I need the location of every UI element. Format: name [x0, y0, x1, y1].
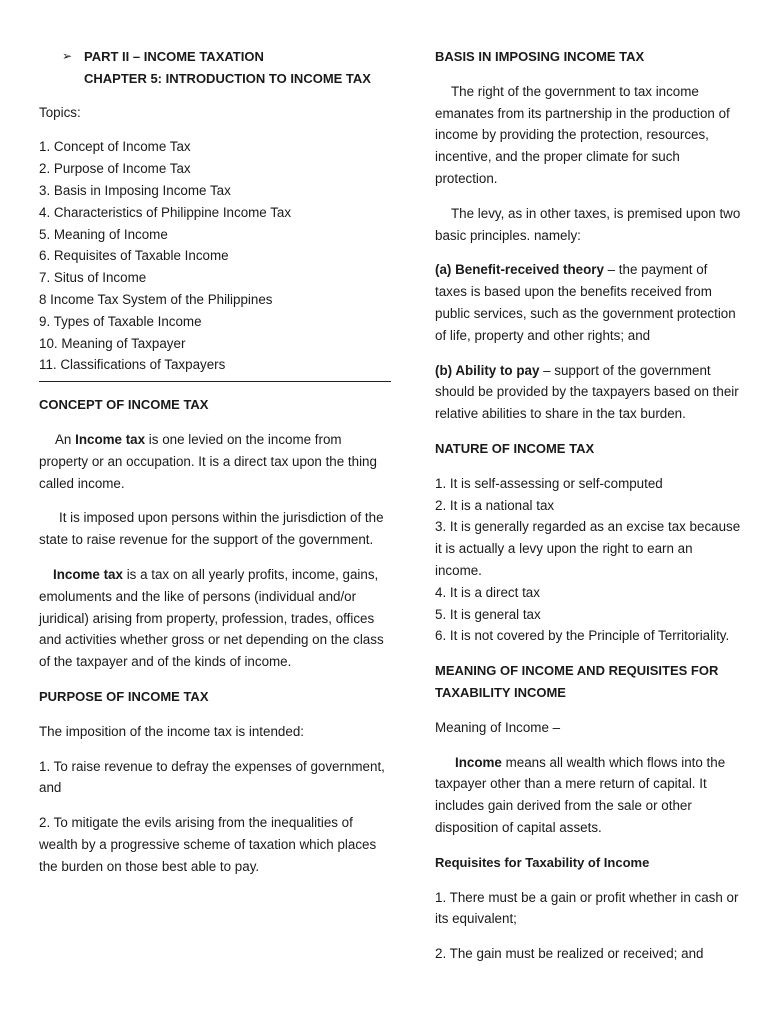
topic-item: 1. Concept of Income Tax [39, 139, 191, 155]
topic-item: 5. Meaning of Income [39, 226, 168, 242]
topics-label: Topics: [39, 104, 81, 120]
ability-to-pay-text: – support of the government should be provided by the taxpayers based on their relative abilities to share in the tax burden. [435, 362, 739, 422]
topic-item: 3. Basis in Imposing Income Tax [39, 182, 231, 198]
topic-item: 8 Income Tax System of the Philippines [39, 291, 273, 307]
meaning-paragraph [435, 752, 741, 839]
topic-item: 4. Characteristics of Philippine Income Tax [39, 204, 292, 220]
benefit-received-text: – the payment of taxes is based upon the benefits received from public services, such as the government protection of life, property and other rights; and [435, 262, 736, 343]
meaning-heading: MEANING OF INCOME AND REQUISITES FOR TAXABILITY INCOME [435, 663, 719, 700]
concept-paragraph-3 [39, 564, 391, 673]
concept-heading: CONCEPT OF INCOME TAX [39, 397, 209, 413]
income-term: Income [455, 754, 502, 770]
nature-item: 3. It is generally regarded as an excise tax because it is actually a levy upon the right to earn an income. [435, 519, 741, 578]
requisites-heading: Requisites for Taxability of Income [435, 854, 650, 870]
concept-p1-pre: An [55, 431, 76, 447]
meaning-text: means all wealth which flows into the taxpayer other than a mere return of capital. It includes gain derived from the sale or other disposition of capital assets. [435, 754, 726, 835]
topic-item: 10. Meaning of Taxpayer [39, 335, 186, 351]
right-column [435, 46, 741, 965]
concept-paragraph-1 [39, 429, 391, 494]
basis-paragraph-1: The right of the government to tax income emanates from its partnership in the production of income by providing the protection, resources, incentive, and the proper climate for such protection. [435, 83, 730, 186]
nature-item: 6. It is not covered by the Principle of Territoriality. [435, 628, 730, 644]
concept-paragraph-2: It is imposed upon persons within the jurisdiction of the state to raise revenue for the support of the government. [39, 510, 384, 548]
chapter-title: CHAPTER 5: INTRODUCTION TO INCOME TAX [84, 70, 371, 86]
nature-list [435, 473, 741, 647]
purpose-item-2: 2. To mitigate the evils arising from the inequalities of wealth by a progressive scheme of taxation which places the burden on those best able to pay. [39, 815, 377, 874]
part-header [39, 46, 391, 90]
basis-paragraph-2: The levy, as in other taxes, is premised upon two basic principles. namely: [435, 205, 741, 243]
purpose-heading: PURPOSE OF INCOME TAX [39, 688, 209, 704]
requisite-item-1: 1. There must be a gain or profit whether in cash or its equivalent; [435, 889, 739, 927]
meaning-label: Meaning of Income – [435, 719, 561, 735]
left-column [39, 46, 391, 878]
part-title: PART II – INCOME TAXATION [84, 49, 264, 64]
topic-item: 6. Requisites of Taxable Income [39, 248, 229, 264]
arrow-bullet-icon: ➢ [62, 49, 73, 63]
section-divider [39, 381, 391, 382]
topic-item: 7. Situs of Income [39, 270, 147, 286]
topic-item: 2. Purpose of Income Tax [39, 161, 191, 177]
topic-item: 11. Classifications of Taxpayers [39, 357, 226, 373]
income-tax-term: Income tax [75, 431, 146, 447]
purpose-intro: The imposition of the income tax is intended: [39, 723, 304, 739]
topic-item: 9. Types of Taxable Income [39, 313, 202, 329]
nature-item: 2. It is a national tax [435, 497, 555, 513]
concept-p1-text: is one levied on the income from property or an occupation. It is a direct tax upon the thing called income. [39, 431, 377, 491]
basis-heading: BASIS IN IMPOSING INCOME TAX [435, 49, 645, 64]
income-tax-term: Income tax [53, 566, 123, 582]
nature-item: 4. It is a direct tax [435, 584, 540, 600]
benefit-received-theory [435, 259, 741, 346]
nature-heading: NATURE OF INCOME TAX [435, 440, 595, 456]
purpose-item-1: 1. To raise revenue to defray the expenses of government, and [39, 758, 385, 796]
ability-to-pay-term: (b) Ability to pay [435, 362, 540, 378]
nature-item: 5. It is general tax [435, 606, 541, 622]
requisite-item-2: 2. The gain must be realized or received; and [435, 946, 704, 962]
ability-to-pay [435, 360, 741, 425]
topics-list [39, 136, 391, 376]
concept-p3-text: is a tax on all yearly profits, income, gains, emoluments and the like of persons (individual and/or juridical) arising from property, profession, trades, offices and activities whether gross or net depending on the class of the taxpayer and of the kinds of income. [39, 566, 384, 670]
nature-item: 1. It is self-assessing or self-computed [435, 475, 663, 491]
benefit-received-term: (a) Benefit-received theory [435, 262, 604, 278]
